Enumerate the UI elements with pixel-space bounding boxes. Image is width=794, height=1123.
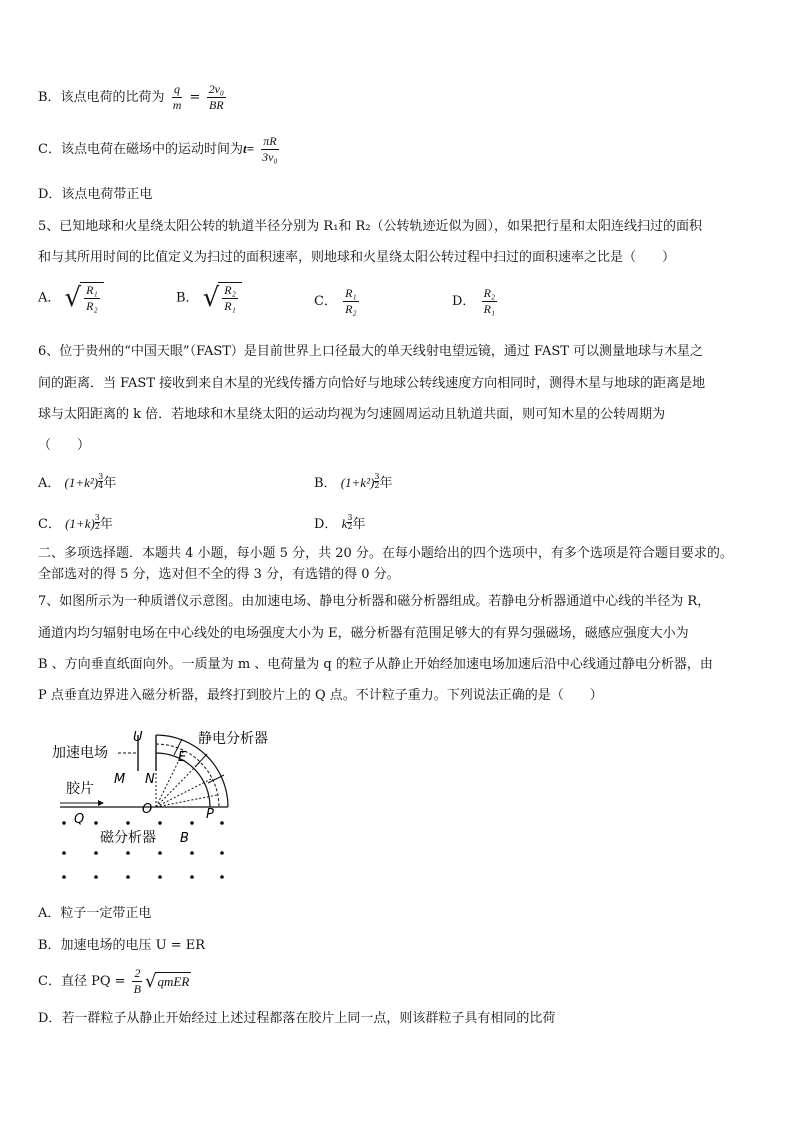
- q4-option-c-text: C．该点电荷在磁场中的运动时间为: [38, 142, 243, 157]
- label-electrostatic-analyzer: 静电分析器: [198, 731, 268, 747]
- q7-stem-line-3: B 、方向垂直纸面向外。一质量为 m 、电荷量为 q 的粒子从静止开始经加速电场加速后沿中心线通过静电分析器，由: [38, 657, 713, 672]
- q5-option-d: [452, 286, 499, 317]
- q7-option-d: D．若一群粒子从静止开始经过上述过程都落在胶片上同一点，则该群粒子具有相同的比荷: [38, 1011, 556, 1026]
- exp-num: 3: [98, 472, 104, 481]
- frac-den: m: [172, 98, 182, 112]
- exp-num: 3: [374, 472, 380, 481]
- period-expression: k: [341, 516, 348, 531]
- q4-b-rhs-fraction: [207, 82, 227, 113]
- exp-num: 3: [347, 513, 353, 522]
- ratio-fraction: [343, 286, 359, 317]
- frac-num: 2v₀: [208, 82, 225, 96]
- unit-year: 年: [379, 476, 393, 491]
- frac-den: R₂: [345, 302, 357, 316]
- option-letter: A．: [38, 476, 61, 491]
- label-accelerating-field: 加速电场: [52, 745, 108, 761]
- q4-option-c: [38, 134, 282, 165]
- ratio-fraction: [482, 286, 498, 317]
- option-letter: B．: [176, 290, 199, 306]
- label-q: Q: [74, 812, 85, 827]
- frac-num: R₂: [483, 286, 496, 300]
- label-magnetic-analyzer: 磁分析器: [100, 830, 156, 846]
- frac-num: 2: [134, 966, 141, 980]
- ratio-fraction: [84, 283, 100, 314]
- radius-line: [156, 762, 200, 807]
- q7-stem-line-4: P 点垂直边界进入磁分析器，最终打到胶片上的 Q 点。不计粒子重力。下列说法正确的是（ ）: [38, 688, 603, 703]
- ratio-fraction: [222, 283, 238, 314]
- label-n: N: [145, 772, 155, 787]
- radius-line: [156, 779, 211, 807]
- period-expression: (1+k²): [64, 475, 99, 490]
- q7-option-a: A．粒子一定带正电: [38, 906, 152, 921]
- unit-year: 年: [352, 517, 366, 532]
- q4-option-d-text: D．该点电荷带正电: [38, 187, 153, 202]
- q6-stem-line-4: （ ）: [38, 438, 91, 453]
- section-2-instructions-2: 全部选对的得 5 分，选对但不全的得 3 分，有选错的得 0 分。: [38, 567, 400, 582]
- period-expression: (1+k²): [340, 475, 375, 490]
- frac-num: R₁: [86, 283, 98, 297]
- q7-option-c: [38, 966, 191, 997]
- q6-option-a: [38, 472, 116, 491]
- unit-year: 年: [103, 476, 117, 491]
- frac-num: q: [174, 82, 181, 96]
- q6-stem-line-2: 间的距离．当 FAST 接收到来自木星的光线传播方向恰好与地球公转线速度方向相同时，测得木星与地球的距离是地: [38, 376, 706, 391]
- exp-den: 4: [98, 481, 104, 490]
- frac-den: R₂: [86, 299, 98, 313]
- option-letter: A．: [38, 290, 61, 306]
- period-expression: (1+k): [65, 516, 95, 531]
- q4-time-fraction: [260, 134, 280, 165]
- option-letter: D．: [452, 294, 476, 309]
- q5-option-a: [38, 282, 104, 314]
- radicand: qmER: [157, 974, 190, 989]
- option-letter: B．: [314, 476, 337, 491]
- q6-option-b: [314, 472, 392, 491]
- section-2-instructions-1: 二、多项选择题．本题共 4 小题，每小题 5 分，共 20 分。在每小题给出的四个选项中，有多个选项是符合题目要求的。: [38, 546, 733, 561]
- label-m: M: [114, 772, 126, 787]
- frac-num: πR: [263, 134, 277, 148]
- exp-den: 2: [94, 522, 100, 531]
- q5-option-c: [314, 286, 361, 317]
- radius-line: [156, 795, 217, 807]
- label-u: U: [133, 730, 143, 745]
- equals-sign: =: [189, 90, 201, 105]
- unit-year: 年: [99, 517, 113, 532]
- sqrt-icon: √ qmER: [145, 970, 190, 992]
- frac-num: R₂: [224, 283, 236, 297]
- frac-den: R₁: [483, 302, 496, 316]
- q6-option-c: [38, 513, 113, 532]
- exp-num: 3: [94, 513, 100, 522]
- q7-option-c-text: C．直径 PQ =: [38, 974, 126, 989]
- option-letter: C．: [314, 294, 337, 309]
- arrow-head-icon: [98, 800, 104, 806]
- label-e: E: [178, 750, 187, 765]
- diameter-fraction: [132, 966, 143, 997]
- time-symbol: t=: [242, 141, 254, 156]
- label-o: O: [142, 802, 153, 817]
- q6-stem-line-3: 球与太阳距离的 k 倍．若地球和木星绕太阳的运动均视为匀速圆周运动且轨道共面，则可知木星的公转周期为: [38, 407, 666, 422]
- option-letter: C．: [38, 517, 61, 532]
- q4-option-b: [38, 82, 228, 113]
- q6-stem-line-1: 6、位于贵州的“中国天眼”（FAST）是目前世界上口径最大的单天线射电望远镜，通过 FAST 可以测量地球与木星之: [38, 344, 704, 359]
- field-arrow: [195, 754, 207, 767]
- frac-den: R₁: [224, 299, 236, 313]
- label-film: 胶片: [66, 781, 94, 797]
- q5-stem-line-2: 和与其所用时间的比值定义为扫过的面积速率，则地球和火星绕太阳公转过程中扫过的面积速率之比是（ ）: [38, 250, 676, 265]
- frac-num: R₁: [345, 286, 357, 300]
- label-p: P: [206, 807, 214, 822]
- q5-stem-line-1: 5、已知地球和火星绕太阳公转的轨道半径分别为 R₁和 R₂（公转轨迹近似为圆），如果把行星和太阳连线扫过的面积: [38, 219, 703, 234]
- frac-den: B: [133, 982, 141, 996]
- option-letter: D．: [314, 517, 338, 532]
- q6-option-d: [314, 513, 365, 532]
- q4-option-b-text: B．该点电荷的比荷为: [38, 90, 165, 105]
- sqrt-icon: √ $\frac{\text{R₂}}{\text{R₁}}$: [203, 282, 242, 314]
- q7-stem-line-2: 通道内均匀辐射电场在中心线处的电场强度大小为 E，磁分析器有范围足够大的有界匀强磁场，磁感应强度大小为: [38, 626, 689, 641]
- q4-option-d: [38, 186, 152, 204]
- frac-den: BR: [208, 98, 224, 112]
- frac-den: 3v₀: [262, 150, 278, 164]
- exp-den: 2: [374, 481, 380, 490]
- mass-spectrometer-diagram: [50, 725, 290, 885]
- q5-option-b: [176, 282, 242, 314]
- label-b: B: [180, 831, 189, 846]
- q7-stem-line-1: 7、如图所示为一种质谱仪示意图。由加速电场、静电分析器和磁分析器组成。若静电分析器通道中心线的半径为 R，: [38, 594, 711, 609]
- exp-den: 2: [347, 522, 353, 531]
- q4-charge-mass-fraction: [171, 82, 184, 113]
- sqrt-icon: √ $\frac{\text{R₁}}{\text{R₂}}$: [65, 282, 104, 314]
- q7-option-b: B．加速电场的电压 U = ER: [38, 938, 206, 953]
